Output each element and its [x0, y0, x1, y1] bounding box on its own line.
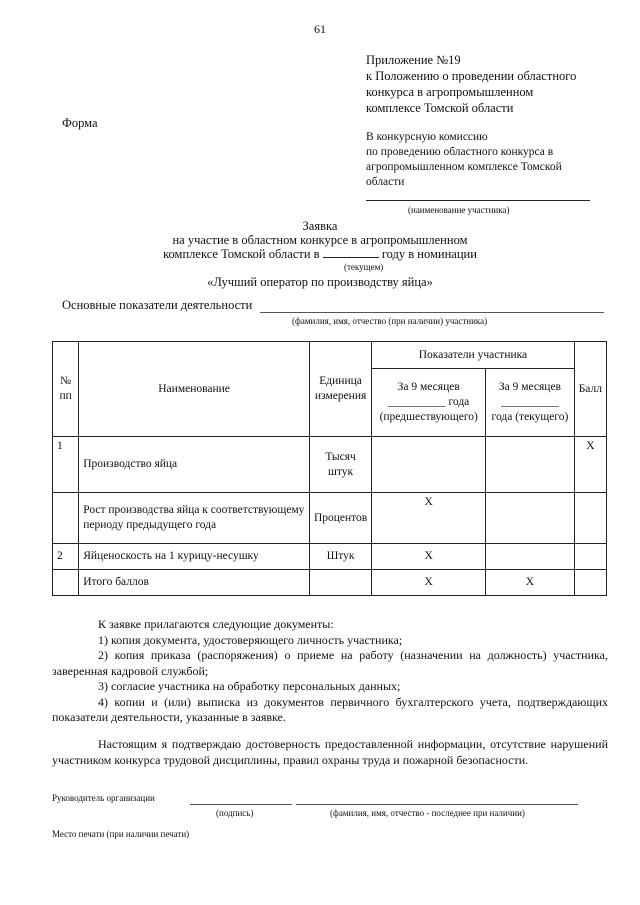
table-row [53, 544, 607, 570]
application-line1: на участие в областном конкурсе в агропромышленном [172, 233, 468, 247]
header-participant: Показатели участника [372, 342, 574, 369]
header-score: Балл [574, 342, 606, 437]
addressee-line: агропромышленном комплексе Томской [366, 161, 562, 173]
row-prev[interactable]: X [372, 544, 486, 570]
application-line2 [0, 246, 640, 262]
row-name: Яйценоскость на 1 курицу-несушку [79, 544, 310, 570]
stamp-label: Место печати (при наличии печати) [52, 829, 190, 839]
row-num [53, 570, 79, 596]
confirmation-block [52, 737, 608, 768]
nomination-title: «Лучший оператор по производству яйца» [207, 275, 433, 289]
current-year-caption: (текущем) [344, 262, 384, 272]
form-label: Форма [62, 116, 98, 130]
document-item: 3) согласие участника на обработку персональных данных; [98, 679, 401, 693]
indicators-line[interactable] [260, 312, 604, 313]
appendix-line: Приложение №19 [366, 53, 461, 67]
row-prev[interactable] [372, 437, 486, 493]
row-unit: Процентов [309, 493, 371, 544]
table-row [53, 493, 607, 544]
row-prev[interactable]: X [372, 570, 486, 596]
indicators-caption: (фамилия, имя, отчество (при наличии) участника) [292, 316, 488, 326]
header-name: Наименование [79, 342, 310, 437]
header-unit: Единица измерения [309, 342, 371, 437]
header-num: № пп [53, 342, 79, 437]
row-num: 1 [53, 437, 79, 493]
attached-documents [52, 617, 608, 726]
application-heading: Заявка [302, 219, 338, 233]
header-prev-period: За 9 месяцев __________ года (предшествующего) [372, 369, 486, 437]
documents-intro: К заявке прилагаются следующие документы: [98, 617, 334, 631]
document-item: 1) копия документа, удостоверяющего личность участника; [98, 632, 403, 647]
appendix-block [366, 52, 626, 116]
appendix-line: конкурса в агропромышленном [366, 85, 534, 99]
document-item: 4) копии и (или) выписка из документов первичного бухгалтерского учета, подтверждающих показатели деятельности, указанные в заявке. [52, 694, 608, 724]
row-unit [309, 570, 371, 596]
row-score[interactable] [574, 493, 606, 544]
row-curr[interactable] [486, 544, 575, 570]
application-line2-before: комплексе Томской области в [163, 247, 320, 261]
row-curr[interactable] [486, 493, 575, 544]
signature-caption: (подпись) [216, 808, 254, 818]
appendix-line: комплексе Томской области [366, 101, 514, 115]
addressee-line: по проведению областного конкурса в [366, 146, 554, 158]
application-line2-after: году в номинации [381, 247, 477, 261]
full-name-caption: (фамилия, имя, отчество - последнее при наличии) [330, 808, 525, 818]
table-row [53, 437, 607, 493]
participant-name-line[interactable] [366, 200, 590, 201]
row-name: Рост производства яйца к соответствующему периоду предыдущего года [79, 493, 310, 544]
row-unit: Тысяч штук [309, 437, 371, 493]
document-item: 2) копия приказа (распоряжения) о приеме на работу (назначении на должность) участника, заверенная кадровой службой; [52, 648, 608, 678]
full-name-line[interactable] [296, 804, 578, 805]
head-label: Руководитель организации [52, 793, 155, 803]
row-curr[interactable]: X [486, 570, 575, 596]
row-curr[interactable] [486, 437, 575, 493]
addressee-line: области [366, 176, 405, 188]
indicators-table [52, 341, 607, 596]
addressee-block [366, 130, 626, 190]
row-score[interactable]: X [574, 437, 606, 493]
row-score[interactable] [574, 570, 606, 596]
row-num: 2 [53, 544, 79, 570]
year-blank[interactable] [323, 247, 379, 258]
confirmation-text: Настоящим я подтверждаю достоверность предоставленной информации, отсутствие нарушений участником конкурса трудовой дисциплины, правил охраны труда и пожарной безопасности. [52, 737, 608, 767]
addressee-line: В конкурсную комиссию [366, 131, 488, 143]
table-row-total [53, 570, 607, 596]
participant-caption: (наименование участника) [408, 205, 510, 215]
header-curr-period: За 9 месяцев __________ года (текущего) [486, 369, 575, 437]
page-number: 61 [314, 22, 326, 36]
row-unit: Штук [309, 544, 371, 570]
signature-line[interactable] [190, 804, 292, 805]
appendix-line: к Положению о проведении областного [366, 69, 577, 83]
row-name: Итого баллов [79, 570, 310, 596]
row-prev[interactable]: X [372, 493, 486, 544]
row-name: Производство яйца [79, 437, 310, 493]
row-score[interactable] [574, 544, 606, 570]
indicators-label: Основные показатели деятельности [62, 298, 253, 312]
row-num [53, 493, 79, 544]
